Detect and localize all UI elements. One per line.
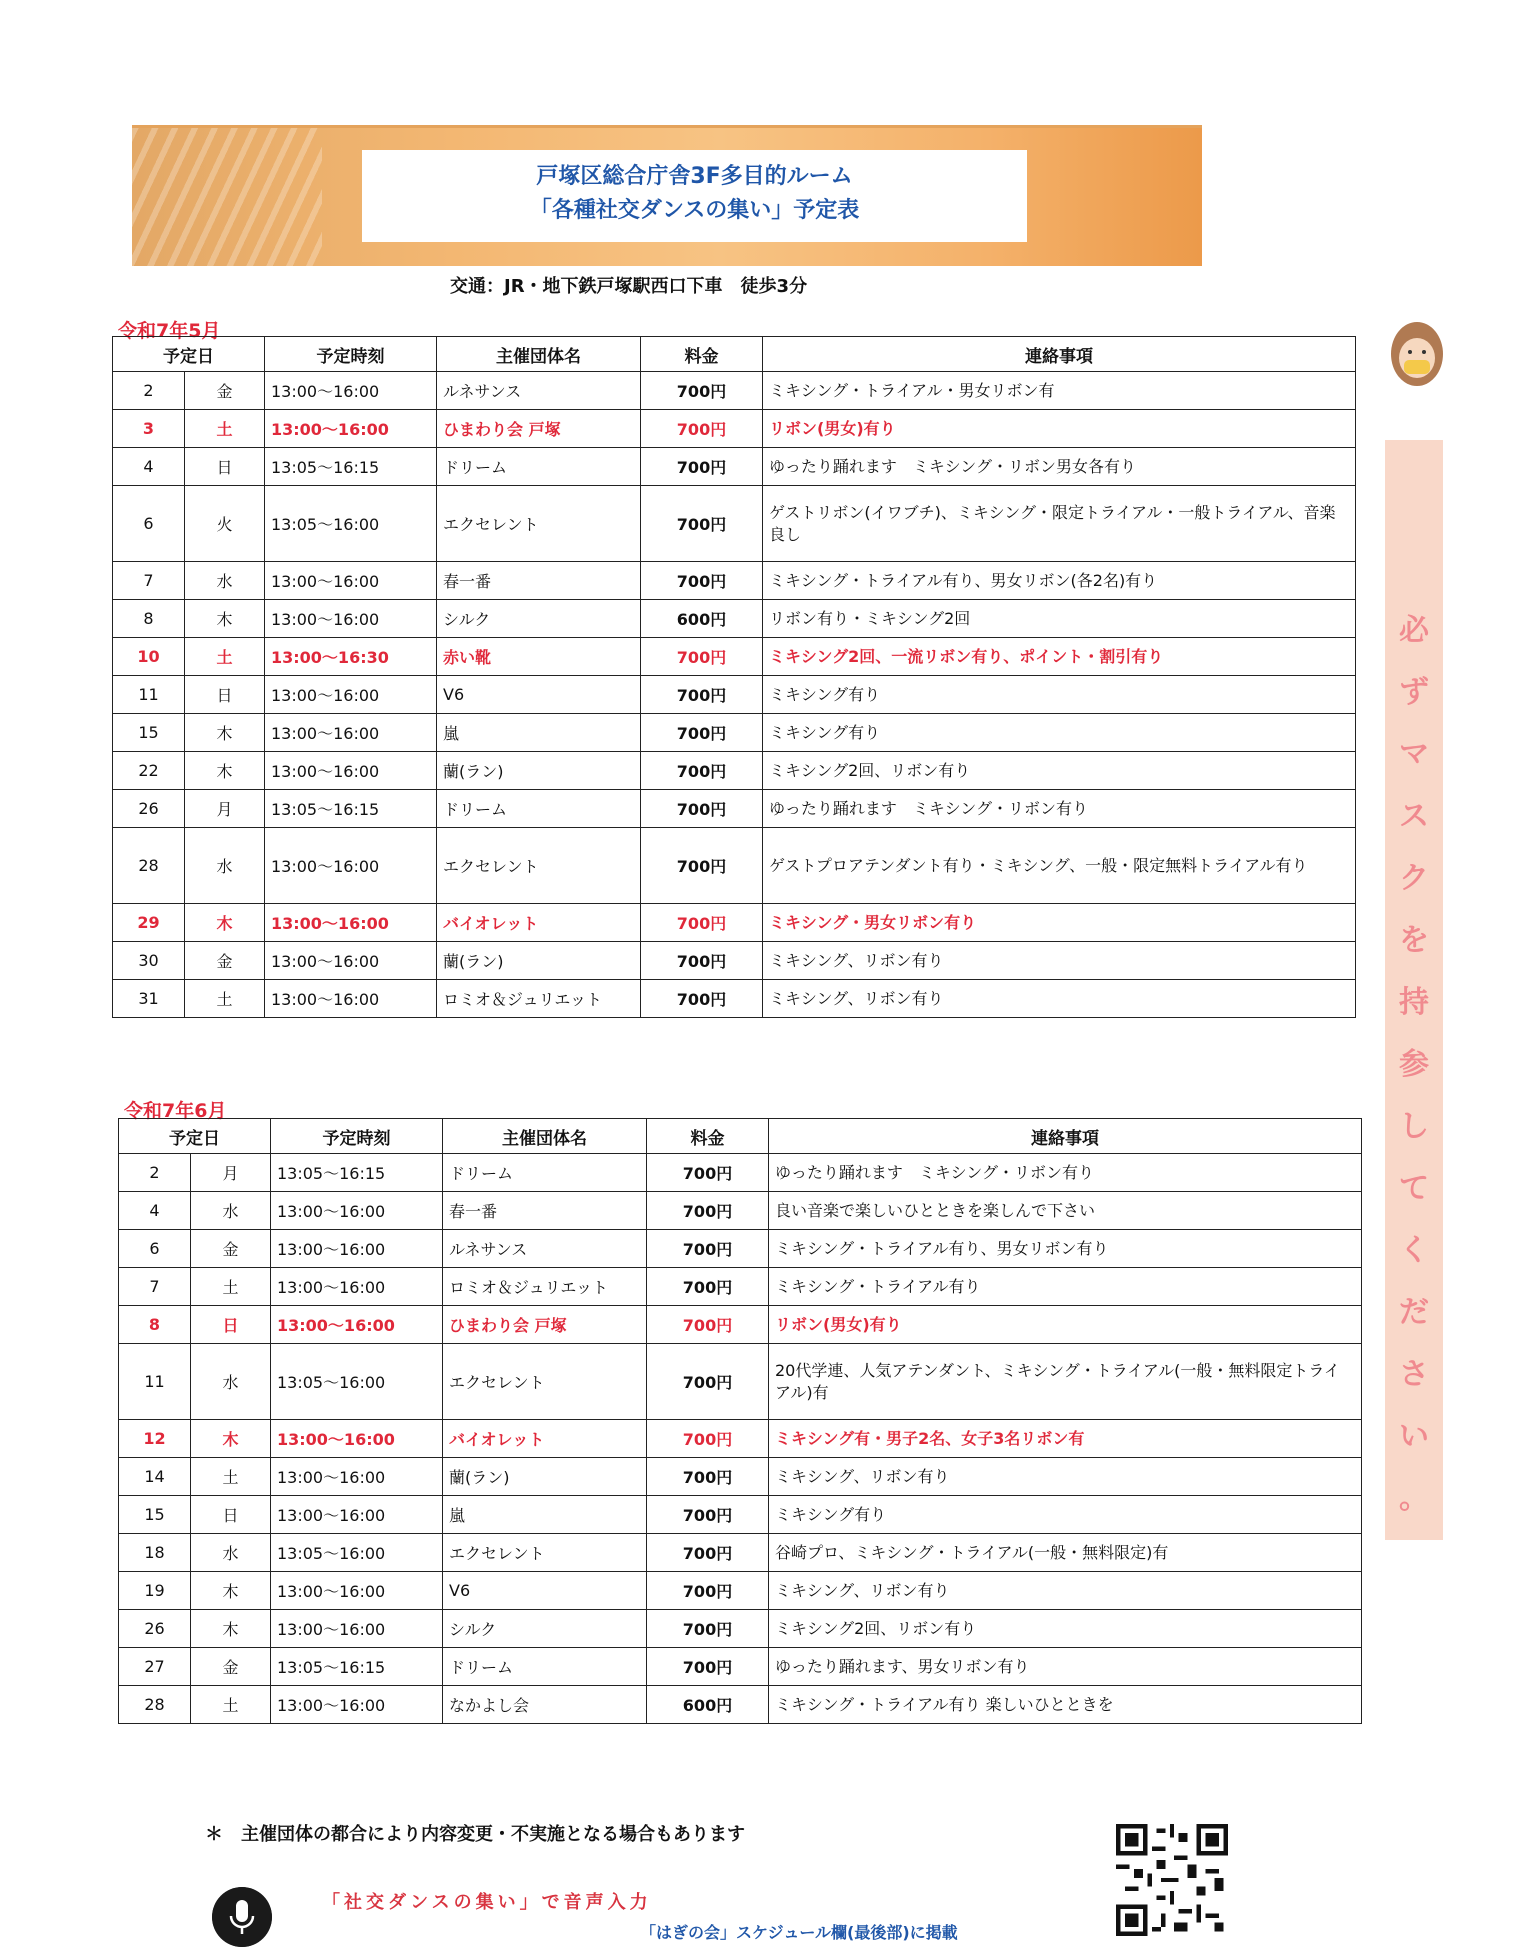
mask-reminder-char: 持 [1399, 985, 1429, 1020]
fee-cell: 700円 [641, 486, 763, 562]
header-org: 主催団体名 [443, 1119, 647, 1154]
date-cell: 3 [113, 410, 185, 448]
date-cell: 31 [113, 980, 185, 1018]
date-cell: 2 [113, 372, 185, 410]
time-cell: 13:05～16:00 [271, 1344, 443, 1420]
organizer-cell: 蘭(ラン) [437, 752, 641, 790]
organizer-cell: ロミオ＆ジュリエット [437, 980, 641, 1018]
mask-reminder-char: く [1399, 1233, 1429, 1268]
june-rows [119, 1154, 1362, 1724]
time-cell: 13:00～16:00 [265, 714, 437, 752]
may-rows [113, 372, 1356, 1018]
date-cell: 6 [119, 1230, 191, 1268]
time-cell: 13:00～16:00 [265, 372, 437, 410]
date-cell: 8 [119, 1306, 191, 1344]
note-cell: ミキシング・トライアル有り [769, 1268, 1362, 1306]
weekday-cell: 土 [191, 1268, 271, 1306]
time-cell: 13:00～16:00 [265, 600, 437, 638]
date-cell: 11 [113, 676, 185, 714]
fee-cell: 700円 [641, 562, 763, 600]
header-org: 主催団体名 [437, 337, 641, 372]
organizer-cell: ルネサンス [437, 372, 641, 410]
table-header-row [113, 337, 1356, 372]
organizer-cell: エクセレント [437, 828, 641, 904]
time-cell: 13:00～16:00 [265, 410, 437, 448]
may-schedule-table [112, 336, 1356, 1018]
header-date: 予定日 [113, 337, 265, 372]
mask-reminder-char: マ [1399, 737, 1429, 772]
table-row [113, 410, 1356, 448]
organizer-cell: ひまわり会 戸塚 [443, 1306, 647, 1344]
june-title: 令和7年6月 [124, 1100, 227, 1122]
weekday-cell: 水 [185, 828, 265, 904]
date-cell: 2 [119, 1154, 191, 1192]
weekday-cell: 木 [191, 1572, 271, 1610]
organizer-cell: バイオレット [443, 1420, 647, 1458]
weekday-cell: 金 [191, 1230, 271, 1268]
time-cell: 13:00～16:00 [271, 1610, 443, 1648]
note-cell: ミキシング・トライアル有り 楽しいひとときを [769, 1686, 1362, 1724]
organizer-cell: 嵐 [437, 714, 641, 752]
weekday-cell: 月 [185, 790, 265, 828]
time-cell: 13:00～16:00 [271, 1268, 443, 1306]
fee-cell: 700円 [647, 1496, 769, 1534]
header-time: 予定時刻 [271, 1119, 443, 1154]
table-row [113, 714, 1356, 752]
date-cell: 4 [119, 1192, 191, 1230]
fee-cell: 700円 [647, 1154, 769, 1192]
table-row [113, 904, 1356, 942]
weekday-cell: 日 [185, 448, 265, 486]
note-cell: ミキシング2回、一流リボン有り、ポイント・割引有り [763, 638, 1356, 676]
table-row [113, 942, 1356, 980]
mask-reminder-char: 参 [1399, 1047, 1429, 1082]
header-fee: 料金 [641, 337, 763, 372]
table-row [119, 1496, 1362, 1534]
note-cell: ミキシング・男女リボン有り [763, 904, 1356, 942]
fee-cell: 700円 [641, 942, 763, 980]
header-note: 連絡事項 [763, 337, 1356, 372]
weekday-cell: 土 [185, 980, 265, 1018]
fee-cell: 700円 [641, 714, 763, 752]
table-row [113, 676, 1356, 714]
fee-cell: 700円 [641, 828, 763, 904]
date-cell: 12 [119, 1420, 191, 1458]
banner-title-line1: 戸塚区総合庁舎3F多目的ルーム [536, 164, 853, 189]
time-cell: 13:00～16:00 [271, 1230, 443, 1268]
table-row [113, 790, 1356, 828]
note-cell: ミキシング2回、リボン有り [769, 1610, 1362, 1648]
fee-cell: 700円 [647, 1306, 769, 1344]
mask-reminder-char: し [1399, 1109, 1429, 1144]
weekday-cell: 金 [191, 1648, 271, 1686]
date-cell: 15 [113, 714, 185, 752]
organizer-cell: ひまわり会 戸塚 [437, 410, 641, 448]
table-row [113, 448, 1356, 486]
note-cell: ミキシング・トライアル有り、男女リボン(各2名)有り [763, 562, 1356, 600]
organizer-cell: V6 [437, 676, 641, 714]
time-cell: 13:00～16:00 [271, 1458, 443, 1496]
date-cell: 8 [113, 600, 185, 638]
note-cell: ミキシング、リボン有り [763, 980, 1356, 1018]
banner-title-box [362, 150, 1027, 242]
date-cell: 27 [119, 1648, 191, 1686]
time-cell: 13:00～16:00 [271, 1420, 443, 1458]
mask-reminder-char: い [1399, 1419, 1429, 1454]
note-cell: ゲストリボン(イワブチ)、ミキシング・限定トライアル・一般トライアル、音楽良し [763, 486, 1356, 562]
date-cell: 28 [113, 828, 185, 904]
fee-cell: 700円 [641, 752, 763, 790]
note-cell: ミキシング2回、リボン有り [763, 752, 1356, 790]
mask-reminder-char: 必 [1399, 613, 1429, 648]
time-cell: 13:00～16:00 [271, 1496, 443, 1534]
table-row [113, 980, 1356, 1018]
weekday-cell: 日 [185, 676, 265, 714]
date-cell: 28 [119, 1686, 191, 1724]
organizer-cell: 蘭(ラン) [437, 942, 641, 980]
mask-reminder-char: 。 [1399, 1481, 1429, 1516]
date-cell: 19 [119, 1572, 191, 1610]
table-row [113, 372, 1356, 410]
fee-cell: 700円 [641, 904, 763, 942]
weekday-cell: 水 [191, 1534, 271, 1572]
table-row [119, 1306, 1362, 1344]
footnote: ＊ 主催団体の都合により内容変更・不実施となる場合もあります [205, 1824, 745, 1845]
fee-cell: 700円 [647, 1458, 769, 1496]
fee-cell: 700円 [641, 638, 763, 676]
hagi-schedule-note: 「はぎの会」スケジュール欄(最後部)に掲載 [640, 1923, 958, 1942]
time-cell: 13:00～16:00 [265, 562, 437, 600]
weekday-cell: 木 [185, 600, 265, 638]
mask-reminder-char: を [1399, 923, 1429, 958]
date-cell: 7 [113, 562, 185, 600]
fee-cell: 700円 [647, 1534, 769, 1572]
time-cell: 13:05～16:15 [265, 448, 437, 486]
weekday-cell: 日 [191, 1496, 271, 1534]
time-cell: 13:00～16:00 [271, 1686, 443, 1724]
organizer-cell: バイオレット [437, 904, 641, 942]
time-cell: 13:05～16:15 [271, 1154, 443, 1192]
mask-reminder-char: だ [1399, 1295, 1429, 1330]
date-cell: 30 [113, 942, 185, 980]
organizer-cell: ルネサンス [443, 1230, 647, 1268]
table-row [113, 638, 1356, 676]
may-title: 令和7年5月 [118, 320, 221, 342]
organizer-cell: 春一番 [443, 1192, 647, 1230]
header-note: 連絡事項 [769, 1119, 1362, 1154]
date-cell: 10 [113, 638, 185, 676]
mask-reminder-char: ず [1399, 675, 1429, 710]
note-cell: ミキシング・トライアル・男女リボン有 [763, 372, 1356, 410]
organizer-cell: 春一番 [437, 562, 641, 600]
fee-cell: 700円 [647, 1344, 769, 1420]
table-row [119, 1420, 1362, 1458]
table-row [119, 1192, 1362, 1230]
organizer-cell: ロミオ＆ジュリエット [443, 1268, 647, 1306]
mask-reminder-char: さ [1399, 1357, 1429, 1392]
note-cell: ゆったり踊れます ミキシング・リボン有り [763, 790, 1356, 828]
organizer-cell: 蘭(ラン) [443, 1458, 647, 1496]
note-cell: ミキシング有・男子2名、女子3名リボン有 [769, 1420, 1362, 1458]
organizer-cell: ドリーム [437, 448, 641, 486]
microphone-icon [212, 1887, 272, 1947]
date-cell: 26 [119, 1610, 191, 1648]
mask-reminder-strip [1385, 440, 1443, 1540]
fee-cell: 600円 [641, 600, 763, 638]
time-cell: 13:00～16:00 [265, 904, 437, 942]
table-row [113, 600, 1356, 638]
weekday-cell: 木 [185, 904, 265, 942]
table-row [119, 1154, 1362, 1192]
mask-reminder-char: ス [1399, 799, 1429, 834]
weekday-cell: 土 [185, 410, 265, 448]
access-info: 交通：JR・地下鉄戸塚駅西口下車 徒歩3分 [450, 276, 808, 297]
time-cell: 13:00～16:00 [271, 1306, 443, 1344]
note-cell: 20代学連、人気アテンダント、ミキシング・トライアル(一般・無料限定トライアル)有 [769, 1344, 1362, 1420]
organizer-cell: エクセレント [443, 1344, 647, 1420]
table-row [119, 1610, 1362, 1648]
weekday-cell: 火 [185, 486, 265, 562]
table-row [113, 828, 1356, 904]
date-cell: 29 [113, 904, 185, 942]
weekday-cell: 水 [185, 562, 265, 600]
organizer-cell: エクセレント [437, 486, 641, 562]
fee-cell: 700円 [647, 1610, 769, 1648]
fee-cell: 700円 [641, 372, 763, 410]
date-cell: 6 [113, 486, 185, 562]
fee-cell: 700円 [647, 1648, 769, 1686]
note-cell: リボン(男女)有り [763, 410, 1356, 448]
weekday-cell: 木 [191, 1420, 271, 1458]
organizer-cell: 赤い靴 [437, 638, 641, 676]
date-cell: 18 [119, 1534, 191, 1572]
table-row [113, 752, 1356, 790]
weekday-cell: 月 [191, 1154, 271, 1192]
fee-cell: 700円 [647, 1230, 769, 1268]
date-cell: 26 [113, 790, 185, 828]
table-row [113, 562, 1356, 600]
weekday-cell: 土 [191, 1458, 271, 1496]
organizer-cell: ドリーム [443, 1154, 647, 1192]
organizer-cell: ドリーム [437, 790, 641, 828]
masked-person-illustration [1388, 318, 1446, 390]
table-row [119, 1458, 1362, 1496]
note-cell: リボン(男女)有り [769, 1306, 1362, 1344]
table-row [119, 1686, 1362, 1724]
time-cell: 13:05～16:15 [265, 790, 437, 828]
weekday-cell: 金 [185, 372, 265, 410]
weekday-cell: 木 [185, 714, 265, 752]
note-cell: ミキシング、リボン有り [763, 942, 1356, 980]
header-banner [132, 125, 1202, 266]
header-time: 予定時刻 [265, 337, 437, 372]
banner-title-line2: 「各種社交ダンスの集い」予定表 [529, 198, 860, 223]
time-cell: 13:05～16:15 [271, 1648, 443, 1686]
table-row [119, 1572, 1362, 1610]
time-cell: 13:00～16:00 [265, 676, 437, 714]
time-cell: 13:00～16:00 [271, 1192, 443, 1230]
organizer-cell: 嵐 [443, 1496, 647, 1534]
table-row [119, 1230, 1362, 1268]
fee-cell: 600円 [647, 1686, 769, 1724]
fee-cell: 700円 [641, 410, 763, 448]
note-cell: ゆったり踊れます、男女リボン有り [769, 1648, 1362, 1686]
table-row [119, 1268, 1362, 1306]
june-schedule-table [118, 1118, 1362, 1724]
note-cell: リボン有り・ミキシング2回 [763, 600, 1356, 638]
date-cell: 4 [113, 448, 185, 486]
weekday-cell: 木 [185, 752, 265, 790]
note-cell: ゆったり踊れます ミキシング・リボン男女各有り [763, 448, 1356, 486]
qr-code[interactable] [1116, 1824, 1228, 1936]
note-cell: ミキシング有り [769, 1496, 1362, 1534]
date-cell: 7 [119, 1268, 191, 1306]
organizer-cell: なかよし会 [443, 1686, 647, 1724]
organizer-cell: エクセレント [443, 1534, 647, 1572]
time-cell: 13:05～16:00 [265, 486, 437, 562]
time-cell: 13:00～16:30 [265, 638, 437, 676]
note-cell: 谷崎プロ、ミキシング・トライアル(一般・無料限定)有 [769, 1534, 1362, 1572]
time-cell: 13:05～16:00 [271, 1534, 443, 1572]
table-row [113, 486, 1356, 562]
mask-reminder-char: て [1399, 1171, 1429, 1206]
voice-input-hint: 「社交ダンスの集い」で音声入力 [322, 1892, 652, 1913]
table-header-row [119, 1119, 1362, 1154]
organizer-cell: シルク [443, 1610, 647, 1648]
weekday-cell: 水 [191, 1344, 271, 1420]
note-cell: ミキシング有り [763, 714, 1356, 752]
note-cell: ゆったり踊れます ミキシング・リボン有り [769, 1154, 1362, 1192]
time-cell: 13:00～16:00 [265, 942, 437, 980]
date-cell: 11 [119, 1344, 191, 1420]
organizer-cell: ドリーム [443, 1648, 647, 1686]
fee-cell: 700円 [641, 448, 763, 486]
note-cell: ゲストプロアテンダント有り・ミキシング、一般・限定無料トライアル有り [763, 828, 1356, 904]
weekday-cell: 土 [191, 1686, 271, 1724]
table-row [119, 1534, 1362, 1572]
note-cell: ミキシング、リボン有り [769, 1572, 1362, 1610]
weekday-cell: 日 [191, 1306, 271, 1344]
date-cell: 15 [119, 1496, 191, 1534]
fee-cell: 700円 [641, 790, 763, 828]
header-date: 予定日 [119, 1119, 271, 1154]
mask-reminder-char: ク [1399, 861, 1429, 896]
weekday-cell: 土 [185, 638, 265, 676]
note-cell: ミキシング、リボン有り [769, 1458, 1362, 1496]
time-cell: 13:00～16:00 [265, 828, 437, 904]
table-row [119, 1344, 1362, 1420]
date-cell: 14 [119, 1458, 191, 1496]
banner-decoration [132, 128, 322, 266]
time-cell: 13:00～16:00 [265, 980, 437, 1018]
date-cell: 22 [113, 752, 185, 790]
header-fee: 料金 [647, 1119, 769, 1154]
time-cell: 13:00～16:00 [265, 752, 437, 790]
note-cell: ミキシング・トライアル有り、男女リボン有り [769, 1230, 1362, 1268]
fee-cell: 700円 [641, 676, 763, 714]
note-cell: ミキシング有り [763, 676, 1356, 714]
weekday-cell: 木 [191, 1610, 271, 1648]
fee-cell: 700円 [647, 1192, 769, 1230]
time-cell: 13:00～16:00 [271, 1572, 443, 1610]
organizer-cell: V6 [443, 1572, 647, 1610]
weekday-cell: 金 [185, 942, 265, 980]
fee-cell: 700円 [641, 980, 763, 1018]
organizer-cell: シルク [437, 600, 641, 638]
fee-cell: 700円 [647, 1420, 769, 1458]
weekday-cell: 水 [191, 1192, 271, 1230]
table-row [119, 1648, 1362, 1686]
note-cell: 良い音楽で楽しいひとときを楽しんで下さい [769, 1192, 1362, 1230]
fee-cell: 700円 [647, 1268, 769, 1306]
fee-cell: 700円 [647, 1572, 769, 1610]
